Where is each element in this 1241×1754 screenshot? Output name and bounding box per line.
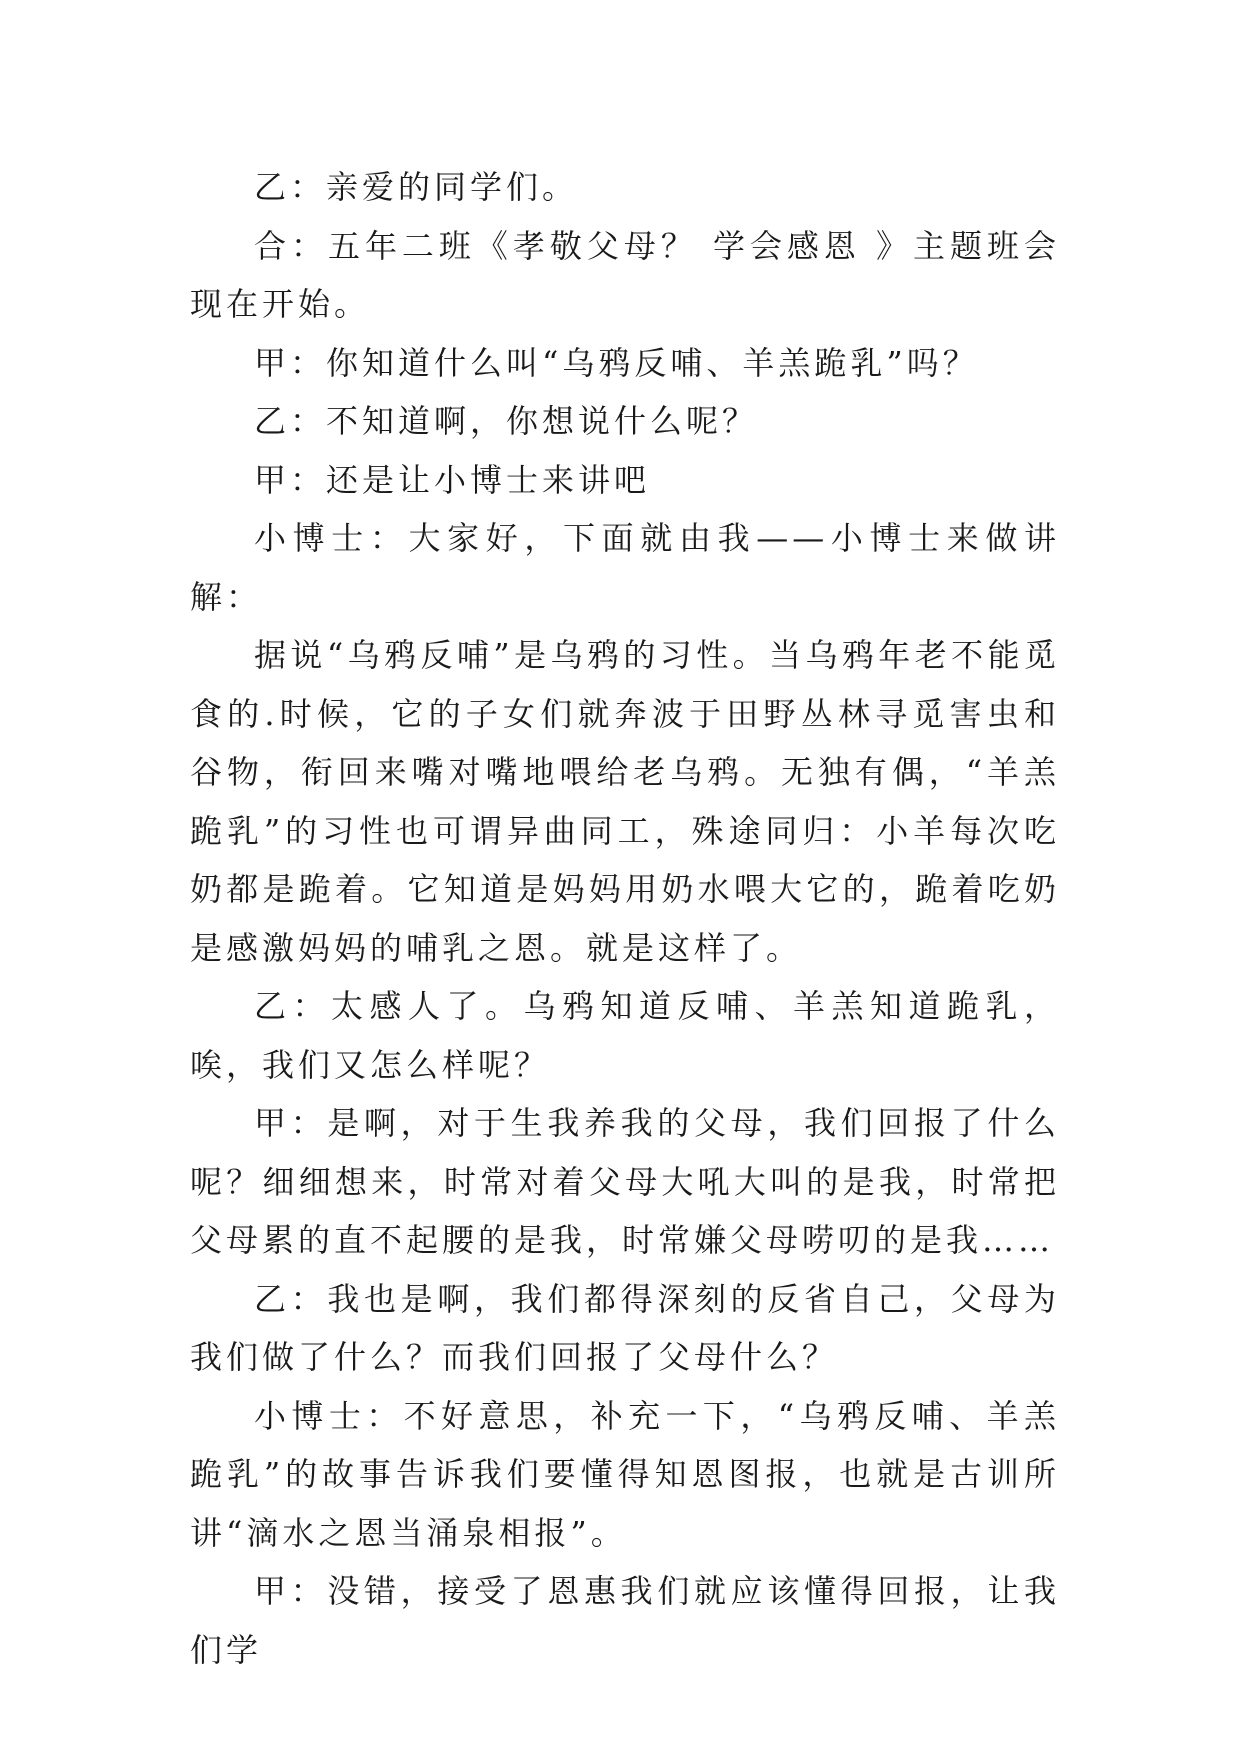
document-body bbox=[190, 158, 1060, 1679]
paragraph-12: 甲：没错，接受了恩惠我们就应该懂得回报，让我们学 bbox=[190, 1572, 1060, 1669]
paragraph-3: 甲：你知道什么叫“乌鸦反哺、羊羔跪乳”吗？ bbox=[254, 343, 979, 382]
paragraph-8: 乙：太感人了。乌鸦知道反哺、羊羔知道跪乳，唉，我们又怎么样呢？ bbox=[190, 987, 1060, 1084]
paragraph-7: 据说“乌鸦反哺”是乌鸦的习性。当乌鸦年老不能觅食的.时候，它的子女们就奔波于田野丛林寻觅害虫和谷物，衔回来嘴对嘴地喂给老乌鸦。无独有偶，“羊羔跪乳”的习性也可谓异曲同工，殊途同归：小羊每次吃奶都是跪着。它知道是妈妈用奶水喂大它的，跪着吃奶是感激妈妈的哺乳之恩。就是这样了。 bbox=[190, 636, 1060, 967]
paragraph-9: 甲：是啊，对于生我养我的父母，我们回报了什么呢？细细想来，时常对着父母大吼大叫的是我，时常把父母累的直不起腰的是我，时常嫌父母唠叨的是我…… bbox=[190, 1104, 1060, 1259]
paragraph-11: 小博士：不好意思，补充一下，“乌鸦反哺、羊羔跪乳”的故事告诉我们要懂得知恩图报，也就是古训所讲“滴水之恩当涌泉相报”。 bbox=[190, 1396, 1060, 1552]
paragraph-10: 乙：我也是啊，我们都得深刻的反省自己，父母为我们做了什么？而我们回报了父母什么？ bbox=[190, 1279, 1060, 1376]
paragraph-2: 合：五年二班《孝敬父母？ 学会感恩 》主题班会现在开始。 bbox=[190, 226, 1060, 323]
paragraph-4: 乙：不知道啊，你想说什么呢？ bbox=[254, 402, 759, 440]
paragraph-1: 乙：亲爱的同学们。 bbox=[254, 168, 579, 206]
paragraph-6: 小博士：大家好，下面就由我——小博士来做讲解： bbox=[190, 519, 1060, 616]
paragraph-5: 甲：还是让小博士来讲吧 bbox=[254, 460, 651, 499]
